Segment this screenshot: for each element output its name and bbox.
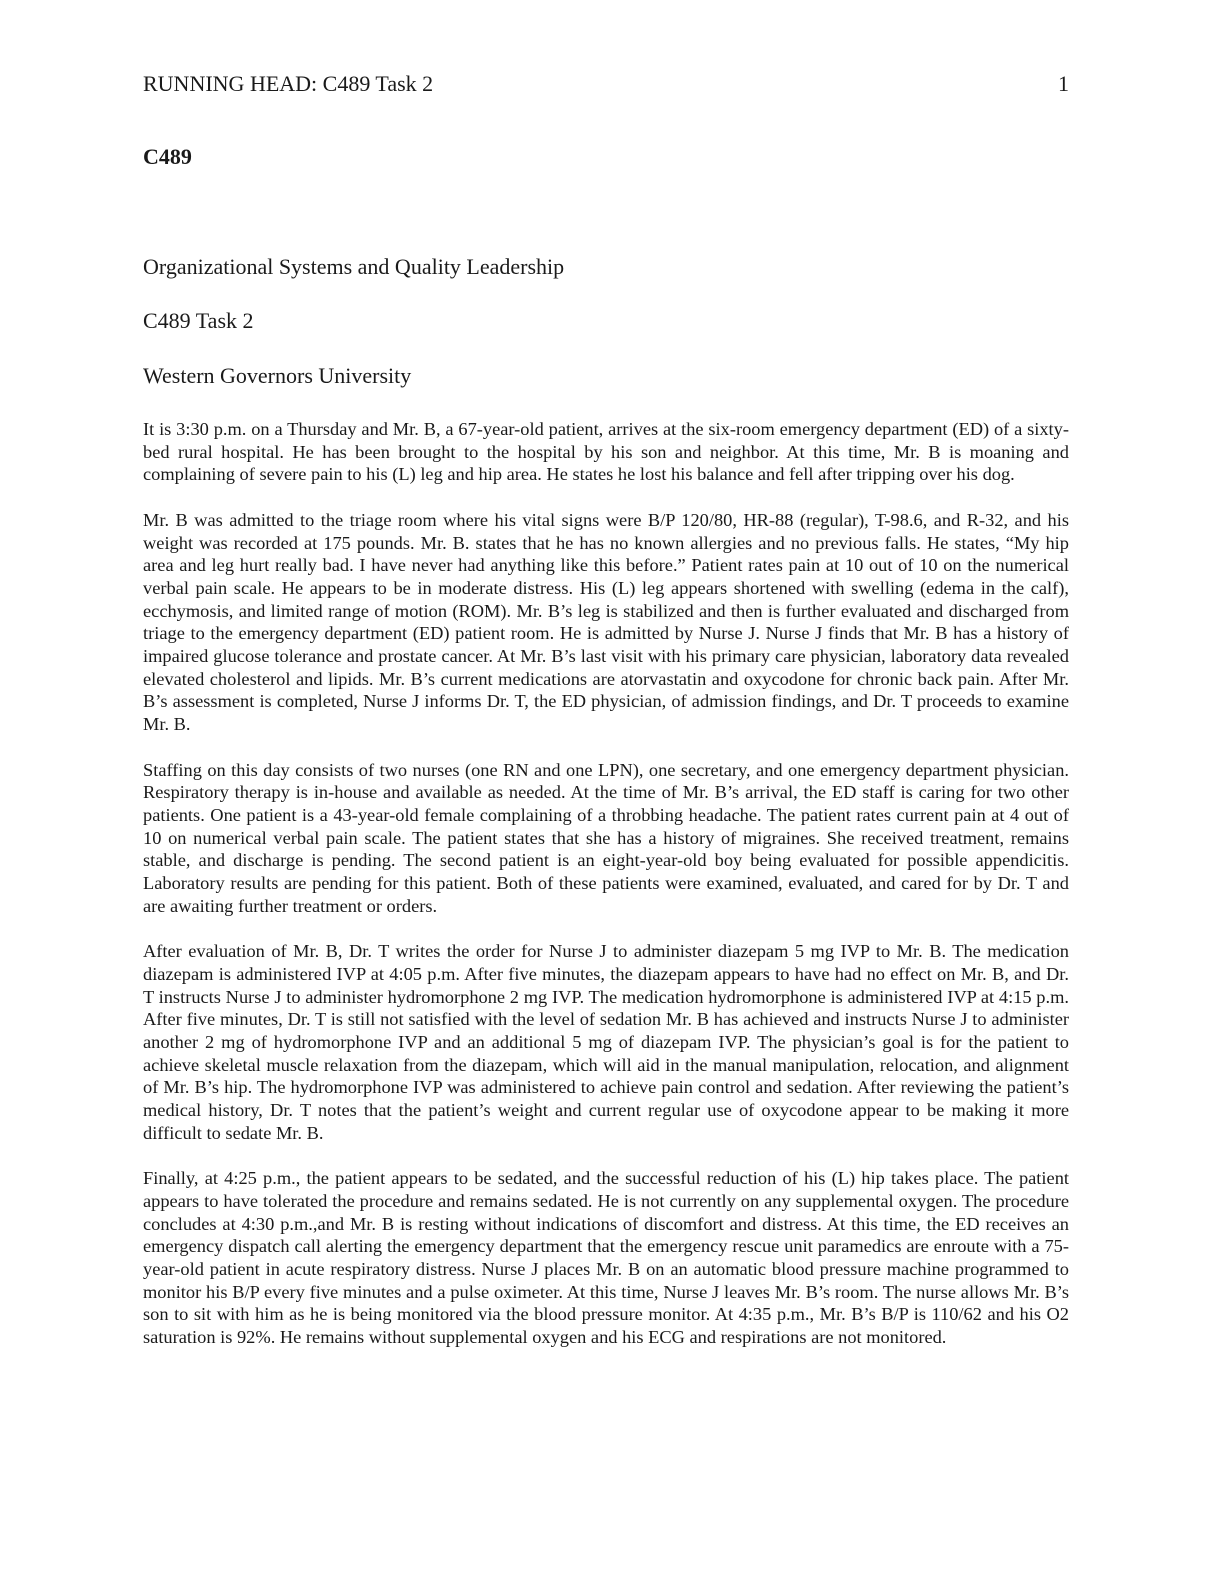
title-course-name: Organizational Systems and Quality Leadership (143, 254, 565, 279)
title-institution: Western Governors University (143, 363, 412, 388)
page-number: 1 (1058, 71, 1069, 96)
body-paragraph: Finally, at 4:25 p.m., the patient appears to be sedated, and the successful reduction of his (L) hip takes place. The patient appears to have tolerated the procedure and remains sedated. He is not currently on any supplemental oxygen. The procedure concludes at 4:30 p.m.,and Mr. B is resting without indications of discomfort and distress. At this time, the ED receives an emergency dispatch call alerting the emergency department that the emergency rescue unit paramedics are enroute with a 75-year-old patient in acute respiratory distress. Nurse J places Mr. B on an automatic blood pressure machine programmed to monitor his B/P every five minutes and a pulse oximeter. At this time, Nurse J leaves Mr. B’s room. The nurse allows Mr. B’s son to sit with him as he is being monitored via the blood pressure monitor. At 4:35 p.m., Mr. B’s B/P is 110/62 and his O2 saturation is 92%. He remains without supplemental oxygen and his ECG and respirations are not monitored. (143, 1168, 1069, 1348)
body-paragraph: It is 3:30 p.m. on a Thursday and Mr. B, a 67-year-old patient, arrives at the six-room emergency department (ED) of a sixty-bed rural hospital. He has been brought to the hospital by his son and neighbor. At this time, Mr. B is moaning and complaining of severe pain to his (L) leg and hip area. He states he lost his balance and fell after tripping over his dog. (143, 419, 1069, 485)
document-code: C489 (143, 144, 192, 169)
page-header (143, 70, 1069, 98)
body-paragraph: After evaluation of Mr. B, Dr. T writes the order for Nurse J to administer diazepam 5 mg IVP to Mr. B. The medication diazepam is administered IVP at 4:05 p.m. After five minutes, the diazepam appears to have had no effect on Mr. B, and Dr. T instructs Nurse J to administer hydromorphone 2 mg IVP. The medication hydromorphone is administered IVP at 4:15 p.m. After five minutes, Dr. T is still not satisfied with the level of sedation Mr. B has achieved and instructs Nurse J to administer another 2 mg of hydromorphone IVP and an additional 5 mg of diazepam IVP. The physician’s goal is for the patient to achieve skeletal muscle relaxation from the diazepam, which will aid in the manual manipulation, relocation, and alignment of Mr. B’s hip. The hydromorphone IVP was administered to achieve pain control and sedation. After reviewing the patient’s medical history, Dr. T notes that the patient’s weight and current regular use of oxycodone appear to be making it more difficult to sedate Mr. B. (143, 941, 1069, 1143)
body-paragraph: Mr. B was admitted to the triage room where his vital signs were B/P 120/80, HR-88 (regular), T-98.6, and R-32, and his weight was recorded at 175 pounds. Mr. B. states that he has no known allergies and no previous falls. He states, “My hip area and leg hurt really bad. I have never had anything like this before.” Patient rates pain at 10 out of 10 on the numerical verbal pain scale. He appears to be in moderate distress. His (L) leg appears shortened with swelling (edema in the calf), ecchymosis, and limited range of motion (ROM). Mr. B’s leg is stabilized and then is further evaluated and discharged from triage to the emergency department (ED) patient room. He is admitted by Nurse J. Nurse J finds that Mr. B has a history of impaired glucose tolerance and prostate cancer. At Mr. B’s last visit with his primary care physician, laboratory data revealed elevated cholesterol and lipids. Mr. B’s current medications are atorvastatin and oxycodone for chronic back pain. After Mr. B’s assessment is completed, Nurse J informs Dr. T, the ED physician, of admission findings, and Dr. T proceeds to examine Mr. B. (143, 509, 1069, 735)
title-task-name: C489 Task 2 (143, 308, 254, 333)
running-head: RUNNING HEAD: C489 Task 2 (143, 71, 434, 96)
document-body (143, 418, 1069, 1371)
body-paragraph: Staffing on this day consists of two nurses (one RN and one LPN), one secretary, and one emergency department physician. Respiratory therapy is in-house and available as needed. At the time of Mr. B’s arrival, the ED staff is caring for two other patients. One patient is a 43-year-old female complaining of a throbbing headache. The patient rates current pain at 4 out of 10 on numerical verbal pain scale. The patient states that she has a history of migraines. She received treatment, remains stable, and discharge is pending. The second patient is an eight-year-old boy being evaluated for possible appendicitis. Laboratory results are pending for this patient. Both of these patients were examined, evaluated, and cared for by Dr. T and are awaiting further treatment or orders. (143, 759, 1069, 916)
